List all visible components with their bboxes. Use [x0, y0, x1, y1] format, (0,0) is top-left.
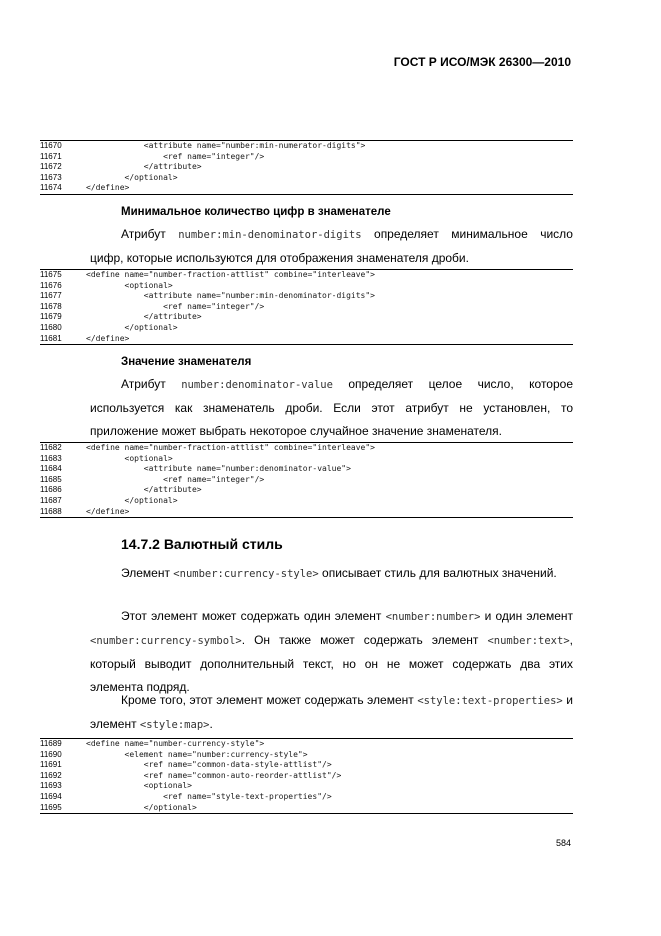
- line-number: 11672: [40, 162, 62, 172]
- code-text: <optional>: [86, 280, 173, 290]
- code-line: [40, 771, 573, 782]
- code-text: <optional>: [86, 781, 192, 791]
- line-number: 11673: [40, 172, 62, 182]
- paragraph: Кроме того, этот элемент может содержать элемент <style:text-properties> и элемент <style:map>.: [90, 693, 573, 731]
- code-line: [40, 792, 573, 803]
- code-text: <attribute name="number:min-denominator-digits">: [86, 291, 375, 301]
- code-line: [40, 302, 573, 313]
- subsection-heading: Минимальное количество цифр в знаменателе: [121, 206, 391, 218]
- code-line: [40, 464, 573, 475]
- code-line: [40, 312, 573, 323]
- inline-code: number:min-denominator-digits: [178, 229, 362, 241]
- code-text: </define>: [86, 333, 130, 343]
- code-text: <ref name="integer"/>: [86, 151, 265, 161]
- line-number: 11670: [40, 141, 62, 150]
- code-line: [40, 334, 573, 345]
- code-block: [40, 269, 573, 345]
- code-text: </optional>: [86, 495, 178, 505]
- line-number: 11679: [40, 312, 62, 322]
- line-number: 11686: [40, 485, 62, 495]
- code-text: <define name="number-fraction-attlist" combine="interleave">: [86, 443, 375, 452]
- code-text: <ref name="integer"/>: [86, 301, 265, 311]
- code-line: [40, 803, 573, 814]
- line-number: 11694: [40, 791, 62, 801]
- paragraph: Атрибут number:min-denominator-digits определяет минимальное число цифр, которые используются для отображения знаменателя дроби.: [90, 227, 573, 265]
- code-text: <ref name="common-auto-reorder-attlist"/>: [86, 770, 342, 780]
- code-text: <attribute name="number:denominator-value">: [86, 464, 351, 474]
- code-text: <ref name="integer"/>: [86, 474, 265, 484]
- line-number: 11688: [40, 506, 62, 516]
- line-number: 11681: [40, 333, 62, 343]
- paragraph: Атрибут number:denominator-value определяет целое число, которое используется как знаменатель дроби. Если этот атрибут не установлен, то приложение может выбрать некоторое случайное значение знаменателя.: [90, 377, 573, 438]
- code-text: </attribute>: [86, 485, 202, 495]
- line-number: 11682: [40, 443, 62, 452]
- subsection-heading: Значение знаменателя: [121, 356, 252, 368]
- code-line: [40, 454, 573, 465]
- code-text: <ref name="common-data-style-attlist"/>: [86, 760, 332, 770]
- code-line: [40, 183, 573, 194]
- code-block: [40, 140, 573, 195]
- code-text: </optional>: [86, 322, 178, 332]
- line-number: 11671: [40, 151, 62, 161]
- code-text: <optional>: [86, 453, 173, 463]
- code-line: [40, 270, 573, 281]
- code-line: [40, 152, 573, 163]
- inline-code: <number:currency-style>: [173, 568, 319, 580]
- line-number: 11674: [40, 183, 62, 193]
- code-text: <attribute name="number:min-numerator-digits">: [86, 141, 366, 150]
- code-text: </optional>: [86, 802, 197, 812]
- line-number: 11675: [40, 270, 62, 279]
- code-text: </optional>: [86, 172, 178, 182]
- inline-code: <style:text-properties>: [417, 695, 563, 707]
- line-number: 11687: [40, 495, 62, 505]
- code-line: [40, 475, 573, 486]
- code-line: [40, 141, 573, 152]
- inline-code: <number:text>: [487, 635, 570, 647]
- section-title: 14.7.2 Валютный стиль: [121, 536, 283, 552]
- code-text: <element name="number:currency-style">: [86, 749, 308, 759]
- line-number: 11680: [40, 322, 62, 332]
- code-line: [40, 739, 573, 750]
- code-block: [40, 738, 573, 814]
- line-number: 11695: [40, 802, 62, 812]
- code-line: [40, 162, 573, 173]
- line-number: 11693: [40, 781, 62, 791]
- code-line: [40, 173, 573, 184]
- code-text: <define name="number-fraction-attlist" combine="interleave">: [86, 270, 375, 279]
- code-line: [40, 750, 573, 761]
- code-block: [40, 442, 573, 518]
- inline-code: <number:currency-symbol>: [90, 635, 242, 647]
- code-text: <ref name="style-text-properties"/>: [86, 791, 332, 801]
- page-number: 584: [555, 838, 571, 848]
- inline-code: <number:number>: [385, 611, 481, 623]
- line-number: 11677: [40, 291, 62, 301]
- inline-code: <style:map>: [139, 719, 210, 731]
- line-number: 11683: [40, 453, 62, 463]
- code-line: [40, 507, 573, 518]
- code-line: [40, 323, 573, 334]
- document-header: ГОСТ Р ИСО/МЭК 26300—2010: [393, 55, 571, 69]
- line-number: 11676: [40, 280, 62, 290]
- code-text: </attribute>: [86, 312, 202, 322]
- code-line: [40, 781, 573, 792]
- code-line: [40, 443, 573, 454]
- inline-code: number:denominator-value: [181, 379, 333, 391]
- code-line: [40, 760, 573, 771]
- paragraph: Этот элемент может содержать один элемент <number:number> и один элемент <number:currency-symbol>. Он также может содержать элемент <number:text>, который выводит дополнительный текст, но он не может содержать два этих элемента подряд.: [90, 609, 573, 694]
- code-line: [40, 291, 573, 302]
- line-number: 11692: [40, 770, 62, 780]
- line-number: 11684: [40, 464, 62, 474]
- line-number: 11691: [40, 760, 62, 770]
- code-line: [40, 485, 573, 496]
- code-text: <define name="number-currency-style">: [86, 739, 265, 748]
- code-text: </define>: [86, 506, 130, 516]
- code-line: [40, 496, 573, 507]
- line-number: 11690: [40, 749, 62, 759]
- paragraph: Элемент <number:currency-style> описывает стиль для валютных значений.: [121, 566, 557, 580]
- code-text: </define>: [86, 183, 130, 193]
- line-number: 11689: [40, 739, 62, 748]
- code-text: </attribute>: [86, 162, 202, 172]
- line-number: 11685: [40, 474, 62, 484]
- line-number: 11678: [40, 301, 62, 311]
- code-line: [40, 281, 573, 292]
